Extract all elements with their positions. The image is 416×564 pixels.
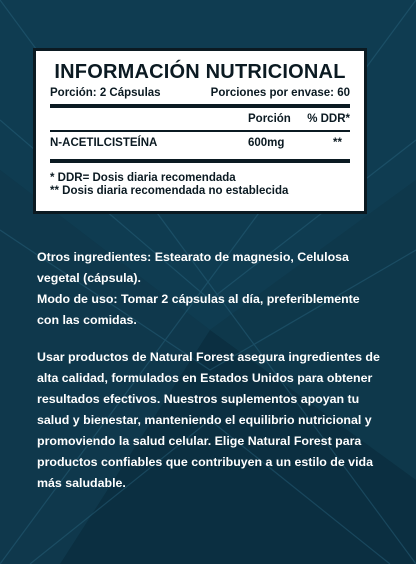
nutrition-facts-panel — [33, 48, 367, 214]
thick-divider-bottom — [50, 159, 350, 163]
column-header-ddr: % DDR* — [307, 113, 350, 125]
ingredient-name: N-ACETILCISTEÍNA — [50, 137, 158, 149]
usage-text: Modo de uso: Tomar 2 cápsulas al día, preferiblemente con las comidas. — [37, 292, 360, 327]
thick-divider — [50, 104, 350, 108]
serving-size: Porción: 2 Cápsulas — [50, 87, 161, 99]
other-ingredients-text: Otros ingredientes: Estearato de magnesio, Celulosa vegetal (cápsula). — [37, 250, 349, 285]
ingredient-ddr: ** — [333, 137, 342, 149]
footnote-ddr: * DDR= Dosis diaria recomendada — [50, 172, 236, 184]
brand-statement-text: Usar productos de Natural Forest asegura ingredientes de alta calidad, formulados en Estados Unidos para obtener resultados efectivos. Nuestros suplementos apoyan tu salud y bienestar, manteniendo el equilibrio nutricional y promoviendo la salud celular. Elige Natural Forest para productos confiables que contribuyen a un estilo de vida más saludable. — [37, 350, 380, 490]
panel-title: INFORMACIÓN NUTRICIONAL — [54, 61, 346, 83]
column-header-portion: Porción — [248, 113, 291, 125]
servings-per-container: Porciones por envase: 60 — [210, 87, 350, 99]
footnote-not-established: ** Dosis diaria recomendada no establecida — [50, 185, 289, 197]
thin-divider — [50, 130, 350, 132]
ingredient-amount: 600mg — [248, 137, 285, 149]
